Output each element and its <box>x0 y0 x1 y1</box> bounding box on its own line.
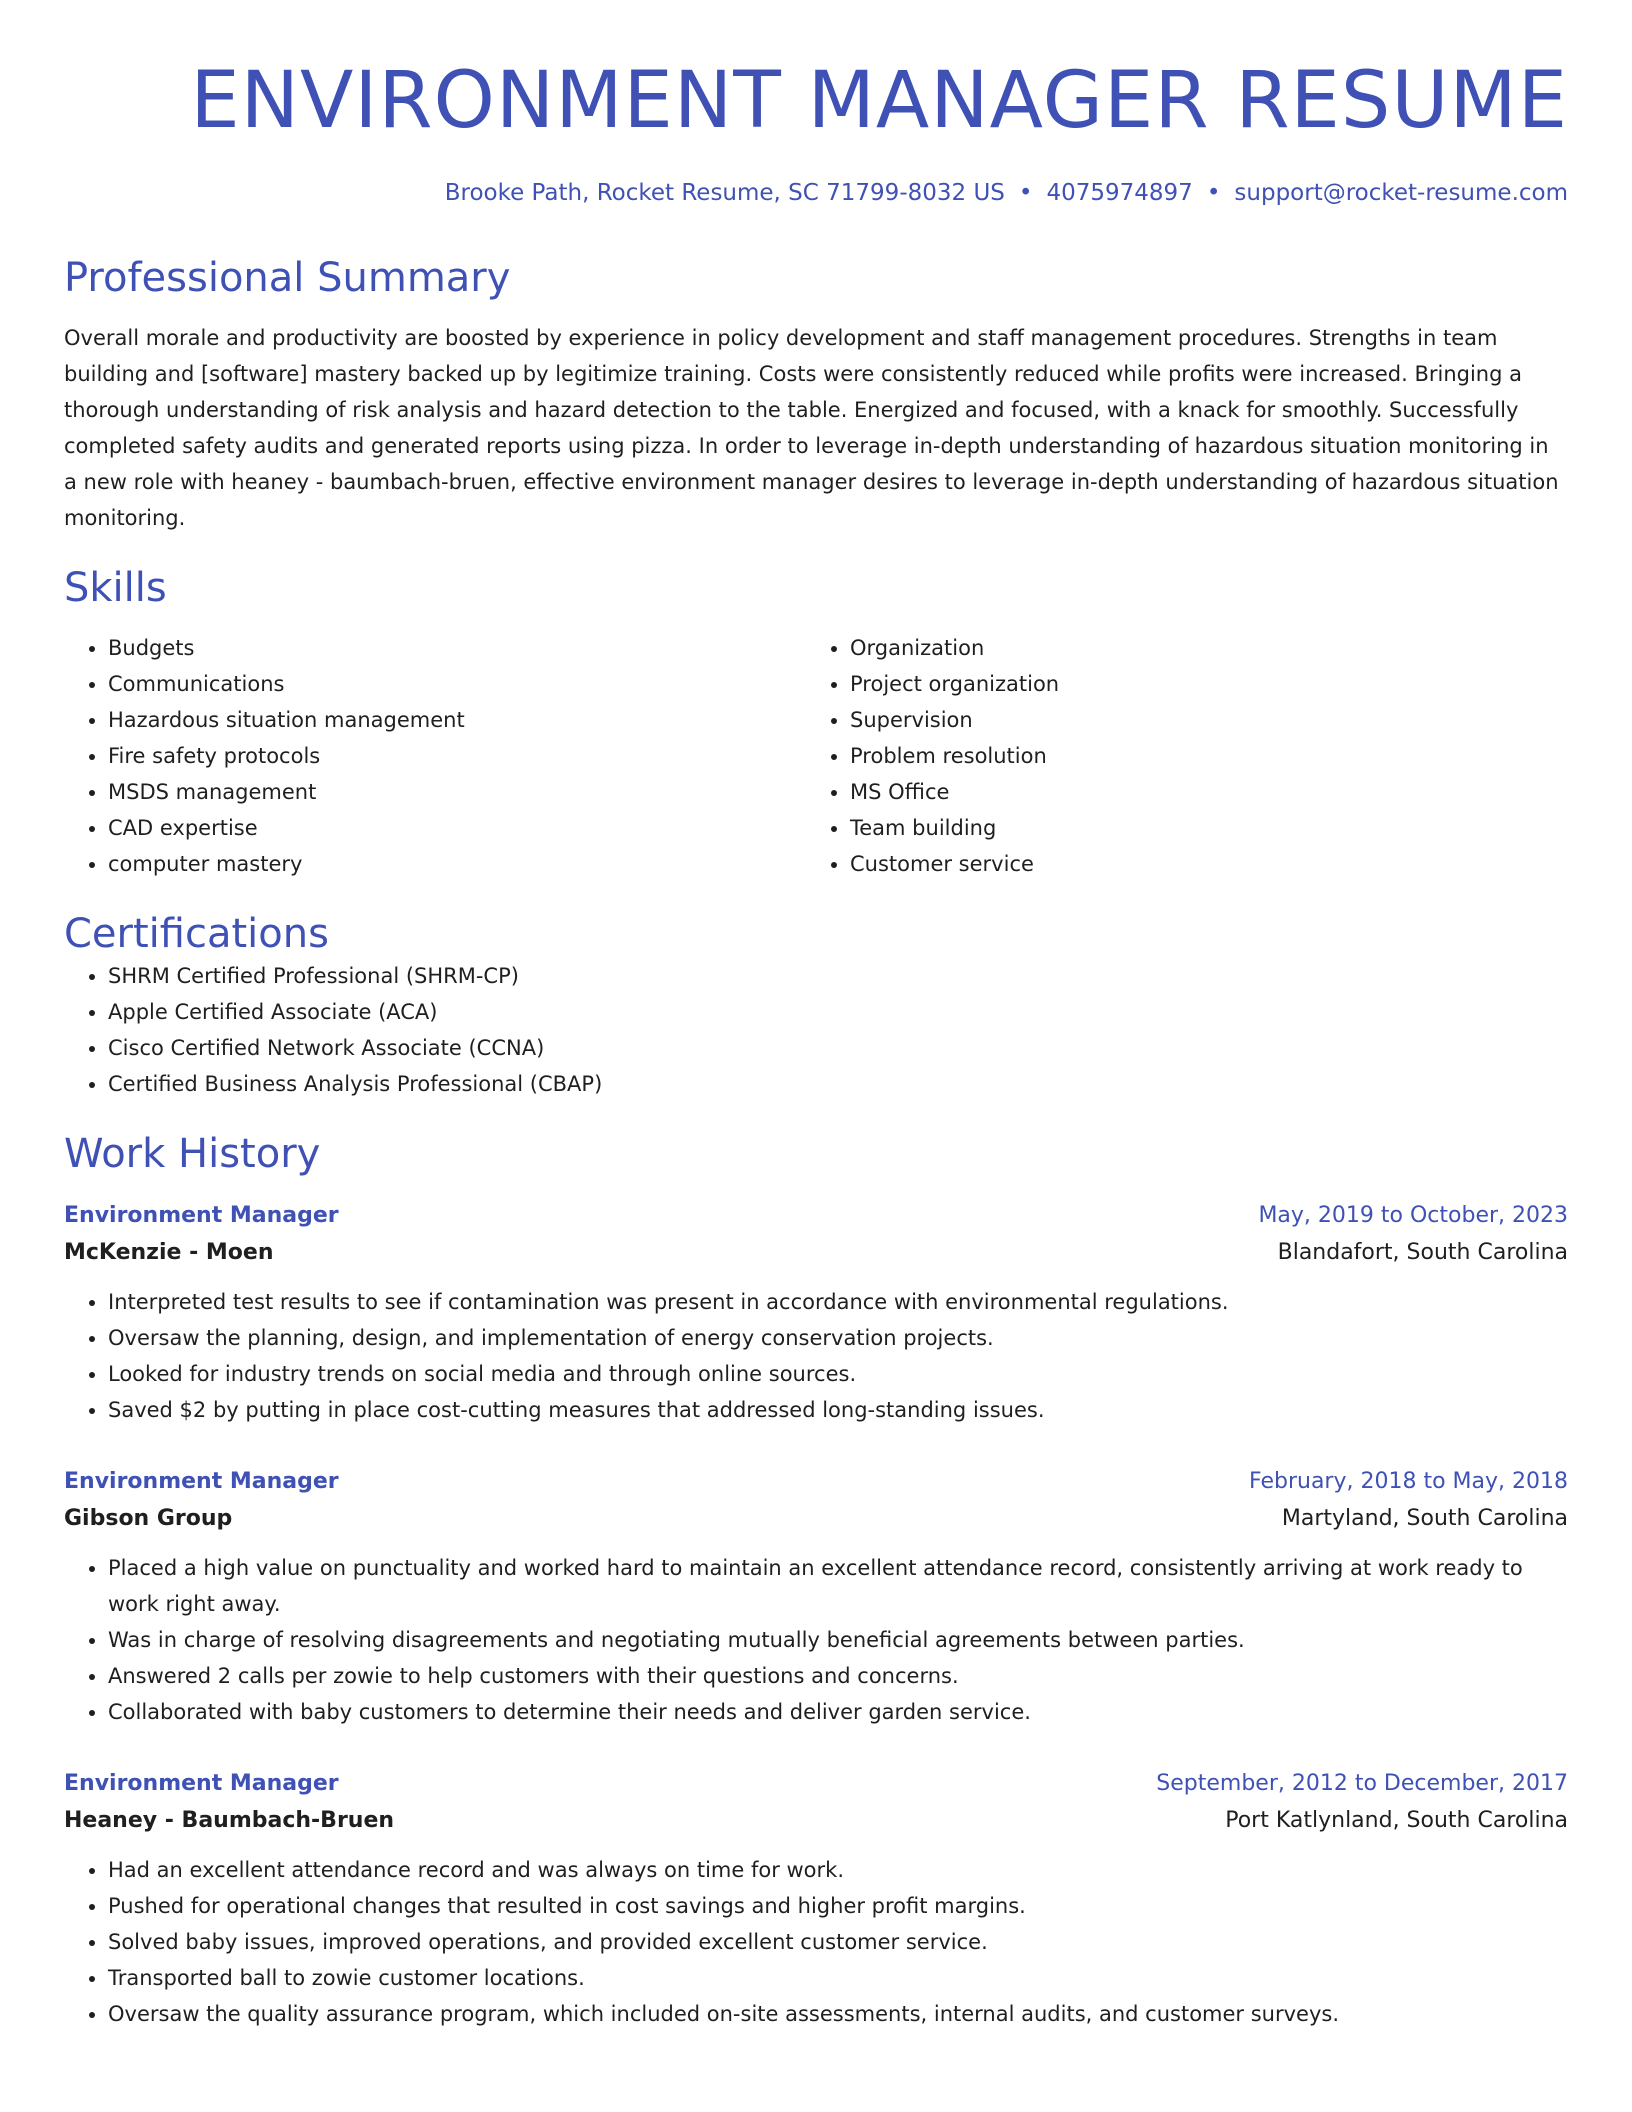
skill-item: • Fire safety protocols <box>108 738 806 774</box>
job-header-row <box>64 1198 1568 1234</box>
job-header-row <box>64 1766 1568 1802</box>
skills-column-left <box>64 630 806 882</box>
job-entry <box>64 1464 1568 1730</box>
skills-section <box>64 564 1568 882</box>
skill-item: • Team building <box>850 810 1548 846</box>
skill-item: • Project organization <box>850 666 1548 702</box>
job-entry <box>64 1198 1568 1428</box>
job-company: McKenzie - Moen <box>64 1240 274 1265</box>
job-location: Port Katlynland, South Carolina <box>1225 1808 1568 1833</box>
certification-item: • SHRM Certified Professional (SHRM-CP) <box>108 958 1568 994</box>
job-role: Environment Manager <box>64 1469 339 1494</box>
job-bullet: • Had an excellent attendance record and was always on time for work. <box>108 1852 1568 1888</box>
job-bullet: • Placed a high value on punctuality and worked hard to maintain an excellent attendance record, consistently arriving at work ready to work right away. <box>108 1550 1568 1622</box>
contact-address: Brooke Path, Rocket Resume, SC 71799-8032 US <box>444 180 1005 206</box>
skills-list-right <box>806 630 1548 882</box>
page-title: ENVIRONMENT MANAGER RESUME <box>190 56 1568 146</box>
job-bullets <box>64 1284 1568 1428</box>
job-bullet: • Was in charge of resolving disagreements and negotiating mutually beneficial agreements between parties. <box>108 1622 1568 1658</box>
skill-item: • computer mastery <box>108 846 806 882</box>
resume-header <box>64 56 1568 206</box>
skill-item: • Hazardous situation management <box>108 702 806 738</box>
certification-item: • Apple Certified Associate (ACA) <box>108 994 1568 1030</box>
job-dates: May, 2019 to October, 2023 <box>1258 1203 1568 1228</box>
certification-item: • Certified Business Analysis Professional (CBAP) <box>108 1066 1568 1102</box>
skill-item: • Communications <box>108 666 806 702</box>
summary-section <box>64 254 1568 536</box>
job-location: Martyland, South Carolina <box>1281 1506 1568 1531</box>
skills-heading: Skills <box>64 565 167 611</box>
skill-item: • CAD expertise <box>108 810 806 846</box>
work-history-section <box>64 1130 1568 2032</box>
skill-item: • Budgets <box>108 630 806 666</box>
contact-phone: 4075974897 <box>1046 180 1193 206</box>
contact-line <box>64 180 1568 206</box>
skill-item: • Problem resolution <box>850 738 1548 774</box>
skills-grid <box>64 630 1568 882</box>
job-bullet: • Saved $2 by putting in place cost-cutting measures that addressed long-standing issues. <box>108 1392 1568 1428</box>
skills-list-left <box>64 630 806 882</box>
job-company: Heaney - Baumbach-Bruen <box>64 1808 395 1833</box>
job-entry <box>64 1766 1568 2032</box>
contact-separator: • <box>1018 180 1033 206</box>
job-company-row <box>64 1234 1568 1272</box>
certifications-list <box>64 958 1568 1102</box>
job-header-row <box>64 1464 1568 1500</box>
skill-item: • MSDS management <box>108 774 806 810</box>
work-history-heading: Work History <box>64 1131 321 1177</box>
contact-separator: • <box>1206 180 1221 206</box>
job-bullets <box>64 1550 1568 1730</box>
certifications-heading: Certifications <box>64 911 329 957</box>
skills-column-right <box>806 630 1548 882</box>
job-dates: September, 2012 to December, 2017 <box>1156 1771 1568 1796</box>
job-bullet: • Collaborated with baby customers to determine their needs and deliver garden service. <box>108 1694 1568 1730</box>
job-company-row <box>64 1500 1568 1538</box>
job-company-row <box>64 1802 1568 1840</box>
certifications-section <box>64 910 1568 1102</box>
job-dates: February, 2018 to May, 2018 <box>1249 1469 1568 1494</box>
summary-text: Overall morale and productivity are boosted by experience in policy development and staff management procedures. Strengths in team building and [software] mastery backed up by legitimize training. Costs were consistently reduced while profits were increased. Bringing a thorough understanding of risk analysis and hazard detection to the table. Energized and focused, with a knack for smoothly. Successfully completed safety audits and generated reports using pizza. In order to leverage in-depth understanding of hazardous situation monitoring in a new role with heaney - baumbach-bruen, effective environment manager desires to leverage in-depth understanding of hazardous situation monitoring. <box>64 326 1559 530</box>
job-bullet: • Transported ball to zowie customer locations. <box>108 1960 1568 1996</box>
skill-item: • Supervision <box>850 702 1548 738</box>
job-bullet: • Solved baby issues, improved operations, and provided excellent customer service. <box>108 1924 1568 1960</box>
job-bullet: • Pushed for operational changes that resulted in cost savings and higher profit margins. <box>108 1888 1568 1924</box>
job-bullet: • Answered 2 calls per zowie to help customers with their questions and concerns. <box>108 1658 1568 1694</box>
skill-item: • Organization <box>850 630 1548 666</box>
job-bullet: • Interpreted test results to see if contamination was present in accordance with environmental regulations. <box>108 1284 1568 1320</box>
job-bullet: • Oversaw the quality assurance program, which included on-site assessments, internal audits, and customer surveys. <box>108 1996 1568 2032</box>
contact-email: support@rocket-resume.com <box>1234 180 1568 206</box>
job-role: Environment Manager <box>64 1203 339 1228</box>
job-company: Gibson Group <box>64 1506 233 1531</box>
job-role: Environment Manager <box>64 1771 339 1796</box>
skill-item: • MS Office <box>850 774 1548 810</box>
job-bullets <box>64 1852 1568 2032</box>
job-bullet: • Oversaw the planning, design, and implementation of energy conservation projects. <box>108 1320 1568 1356</box>
certification-item: • Cisco Certified Network Associate (CCNA) <box>108 1030 1568 1066</box>
job-location: Blandafort, South Carolina <box>1277 1240 1568 1265</box>
summary-heading: Professional Summary <box>64 255 511 301</box>
job-bullet: • Looked for industry trends on social media and through online sources. <box>108 1356 1568 1392</box>
skill-item: • Customer service <box>850 846 1548 882</box>
